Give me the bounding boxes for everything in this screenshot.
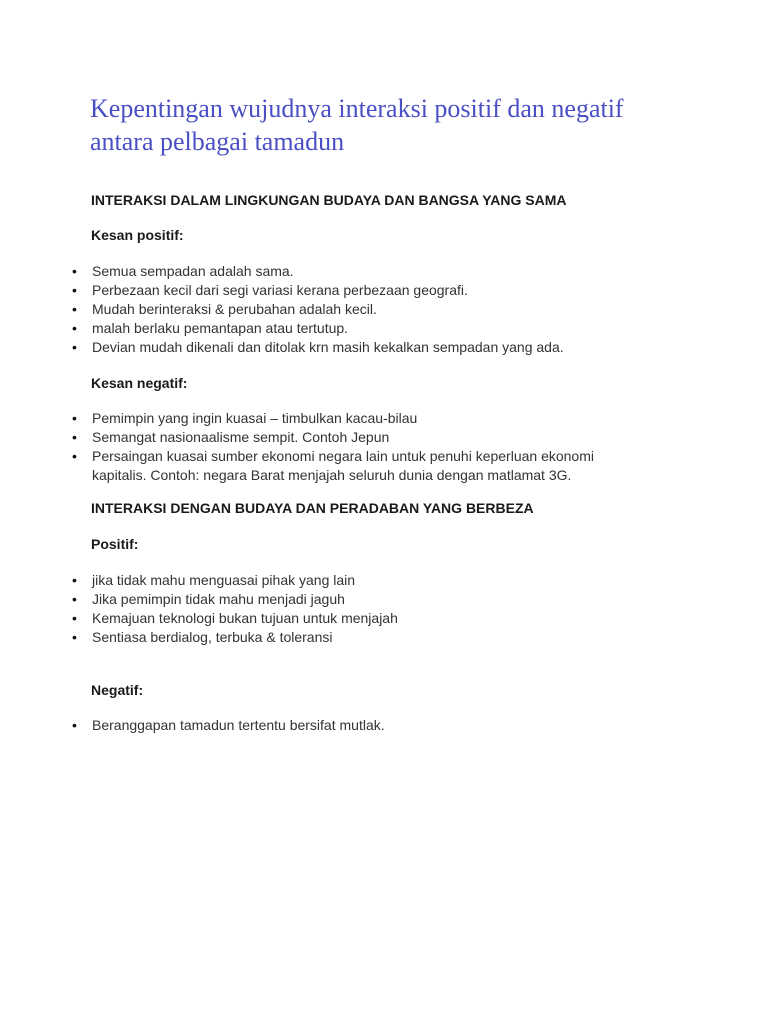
list-item-text: Kemajuan teknologi bukan tujuan untuk menjajah: [92, 610, 398, 626]
kesan-negatif-list: [72, 409, 712, 485]
list-item-text: jika tidak mahu menguasai pihak yang lain: [92, 572, 356, 588]
negatif-list: [72, 716, 712, 735]
kesan-positif-label: Kesan positif:: [91, 227, 184, 243]
positif-label: Positif:: [91, 536, 139, 552]
list-item-text: malah berlaku pemantapan atau tertutup.: [92, 320, 349, 336]
list-item: [72, 319, 712, 338]
section-heading-different-culture: INTERAKSI DENGAN BUDAYA DAN PERADABAN YANG BERBEZA: [91, 500, 534, 516]
list-item: [72, 409, 712, 428]
bullet-icon: •: [72, 591, 77, 607]
list-item: [72, 628, 712, 647]
list-item: [72, 716, 712, 735]
bullet-icon: •: [72, 282, 77, 298]
page-title: Kepentingan wujudnya interaksi positif dan negatif antara pelbagai tamadun: [90, 94, 624, 156]
bullet-icon: •: [72, 263, 77, 279]
list-item-text: Mudah berinteraksi & perubahan adalah kecil.: [92, 301, 377, 317]
list-item-text: Semua sempadan adalah sama.: [92, 263, 294, 279]
list-item-text: Pemimpin yang ingin kuasai – timbulkan kacau-bilau: [92, 410, 418, 426]
list-item: [72, 338, 712, 357]
bullet-icon: •: [72, 429, 77, 445]
list-item: [72, 300, 712, 319]
bullet-icon: •: [72, 629, 77, 645]
list-item-text: Semangat nasionaalisme sempit. Contoh Jepun: [92, 429, 390, 445]
list-item-text: Sentiasa berdialog, terbuka & toleransi: [92, 629, 333, 645]
bullet-icon: •: [72, 610, 77, 626]
bullet-icon: •: [72, 410, 77, 426]
bullet-icon: •: [72, 572, 77, 588]
bullet-icon: •: [72, 301, 77, 317]
list-item: [72, 281, 712, 300]
list-item: [72, 609, 712, 628]
list-item: [72, 447, 712, 485]
list-item: [72, 590, 712, 609]
negatif-label: Negatif:: [91, 682, 144, 698]
kesan-negatif-label: Kesan negatif:: [91, 375, 188, 391]
positif-list: [72, 571, 712, 647]
list-item: [72, 428, 712, 447]
section-heading-same-culture: INTERAKSI DALAM LINGKUNGAN BUDAYA DAN BANGSA YANG SAMA: [91, 192, 567, 208]
bullet-icon: •: [72, 320, 77, 336]
bullet-icon: •: [72, 448, 77, 464]
list-item: [72, 262, 712, 281]
list-item: [72, 571, 712, 590]
list-item-text: Beranggapan tamadun tertentu bersifat mutlak.: [92, 717, 385, 733]
bullet-icon: •: [72, 339, 77, 355]
bullet-icon: •: [72, 717, 77, 733]
list-item-text: Perbezaan kecil dari segi variasi kerana perbezaan geografi.: [92, 282, 468, 298]
list-item-text: Persaingan kuasai sumber ekonomi negara lain untuk penuhi keperluan ekonomi kapitalis. Contoh: negara Barat menjajah seluruh dunia dengan matlamat 3G.: [92, 448, 594, 483]
list-item-text: Jika pemimpin tidak mahu menjadi jaguh: [92, 591, 345, 607]
kesan-positif-list: [72, 262, 712, 357]
list-item-text: Devian mudah dikenali dan ditolak krn masih kekalkan sempadan yang ada.: [92, 339, 564, 355]
